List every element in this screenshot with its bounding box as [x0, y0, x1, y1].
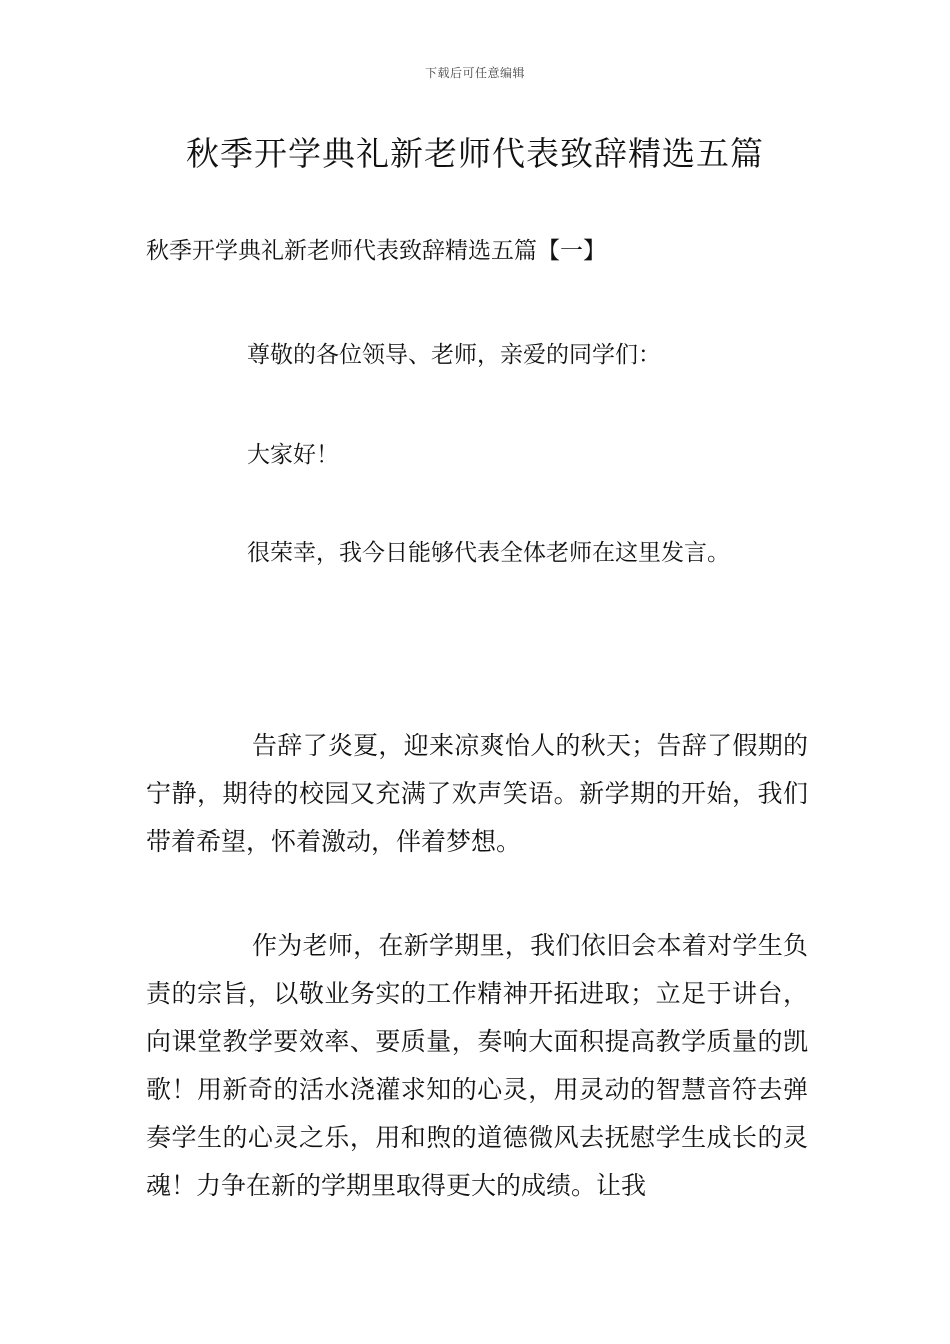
paragraph-teacher-commitment: 作为老师，在新学期里，我们依旧会本着对学生负责的宗旨，以敬业务实的工作精神开拓进取；立足于讲台，向课堂教学要效率、要质量，奏响大面积提高教学质量的凯歌！用新奇的活水浇灌求知的心灵，用灵动的智慧音符去弹奏学生的心灵之乐，用和煦的道德微风去抚慰学生成长的灵魂！力争在新的学期里取得更大的成绩。让我 [146, 931, 808, 1200]
hello-line: 大家好！ [247, 442, 339, 468]
intro-line: 很荣幸，我今日能够代表全体老师在这里发言。 [247, 540, 730, 566]
paragraph-farewell-summer: 告辞了炎夏，迎来凉爽怡人的秋天；告辞了假期的宁静，期待的校园又充满了欢声笑语。新学期的开始，我们带着希望，怀着激动，伴着梦想。 [146, 731, 808, 856]
header-note: 下载后可任意编辑 [424, 66, 525, 80]
section-heading: 秋季开学典礼新老师代表致辞精选五篇【一】 [146, 238, 606, 264]
document-title: 秋季开学典礼新老师代表致辞精选五篇 [186, 134, 764, 173]
greeting-line: 尊敬的各位领导、老师，亲爱的同学们： [247, 342, 661, 368]
